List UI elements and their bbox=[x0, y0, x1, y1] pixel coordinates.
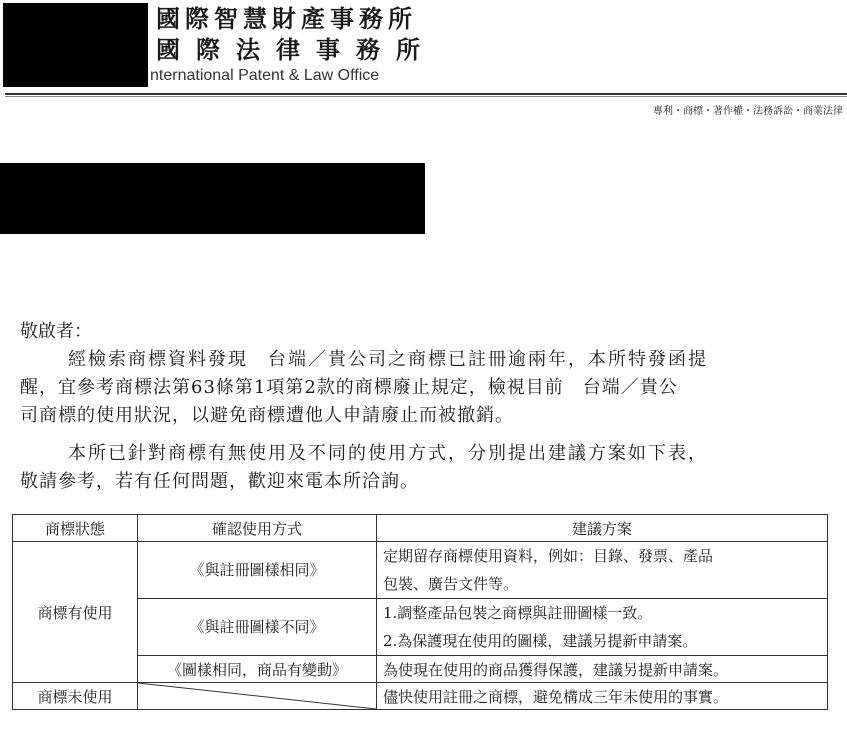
services-list: 專利・商標・著作權・法務訴訟・商業法律 bbox=[653, 106, 843, 117]
redacted-addressee bbox=[0, 163, 425, 234]
redacted-logo bbox=[3, 3, 148, 87]
table-row bbox=[13, 542, 828, 599]
diagonal-line bbox=[138, 683, 376, 709]
suggestion-line: 定期留存商標使用資料，例如：目錄、發票、產品 bbox=[383, 547, 714, 565]
status-unused-cell: 商標未使用 bbox=[13, 683, 138, 710]
paragraph-2-line-1: 本所已針對商標有無使用及不同的使用方式，分別提出建議方案如下表， bbox=[68, 443, 708, 464]
method-cell: 《與註冊圖樣相同》 bbox=[138, 542, 377, 599]
status-used-cell: 商標有使用 bbox=[13, 542, 138, 683]
firm-name-english: nternational Patent & Law Office bbox=[150, 67, 380, 84]
method-cell: 《與註冊圖樣不同》 bbox=[138, 599, 377, 656]
paragraph-2-line-2: 敬請參考，若有任何問題，歡迎來電本所洽詢。 bbox=[20, 471, 419, 492]
salutation: 敬啟者： bbox=[20, 321, 92, 342]
header-status: 商標狀態 bbox=[13, 515, 138, 542]
suggestion-cell: 為使現在使用的商品獲得保護，建議另提新申請案。 bbox=[377, 656, 828, 683]
suggestion-line: 1.調整產品包裝之商標與註冊圖樣一致。 bbox=[383, 604, 653, 622]
header-suggestion: 建議方案 bbox=[377, 515, 828, 542]
header-method: 確認使用方式 bbox=[138, 515, 377, 542]
trademark-suggestion-table bbox=[12, 514, 828, 710]
paragraph-1-line-1: 經檢索商標資料發現 台端／貴公司之商標已註冊逾兩年，本所特發函提 bbox=[68, 349, 708, 370]
empty-diagonal-cell bbox=[138, 683, 377, 710]
suggestion-cell bbox=[377, 599, 828, 656]
method-cell: 《圖樣相同，商品有變動》 bbox=[138, 656, 377, 683]
suggestion-cell bbox=[377, 542, 828, 599]
suggestion-line: 包裝、廣告文件等。 bbox=[383, 575, 519, 593]
paragraph-1-line-3: 司商標的使用狀況，以避免商標遭他人申請廢止而被撤銷。 bbox=[20, 405, 514, 426]
header-divider bbox=[5, 93, 847, 95]
firm-name-ip: 國際智慧財產事務所 bbox=[156, 4, 417, 33]
paragraph-1-line-2: 醒，宜參考商標法第63條第1項第2款的商標廢止規定，檢視目前 台端／貴公 bbox=[20, 377, 678, 398]
suggestion-line: 2.為保護現在使用的圖樣，建議另提新申請案。 bbox=[383, 632, 698, 650]
table-header-row bbox=[13, 515, 828, 542]
header-divider-thin bbox=[5, 96, 847, 97]
suggestion-cell: 儘快使用註冊之商標，避免構成三年未使用的事實。 bbox=[377, 683, 828, 710]
firm-name-law: 國際法律事務所 bbox=[156, 35, 436, 64]
table-row bbox=[13, 683, 828, 710]
